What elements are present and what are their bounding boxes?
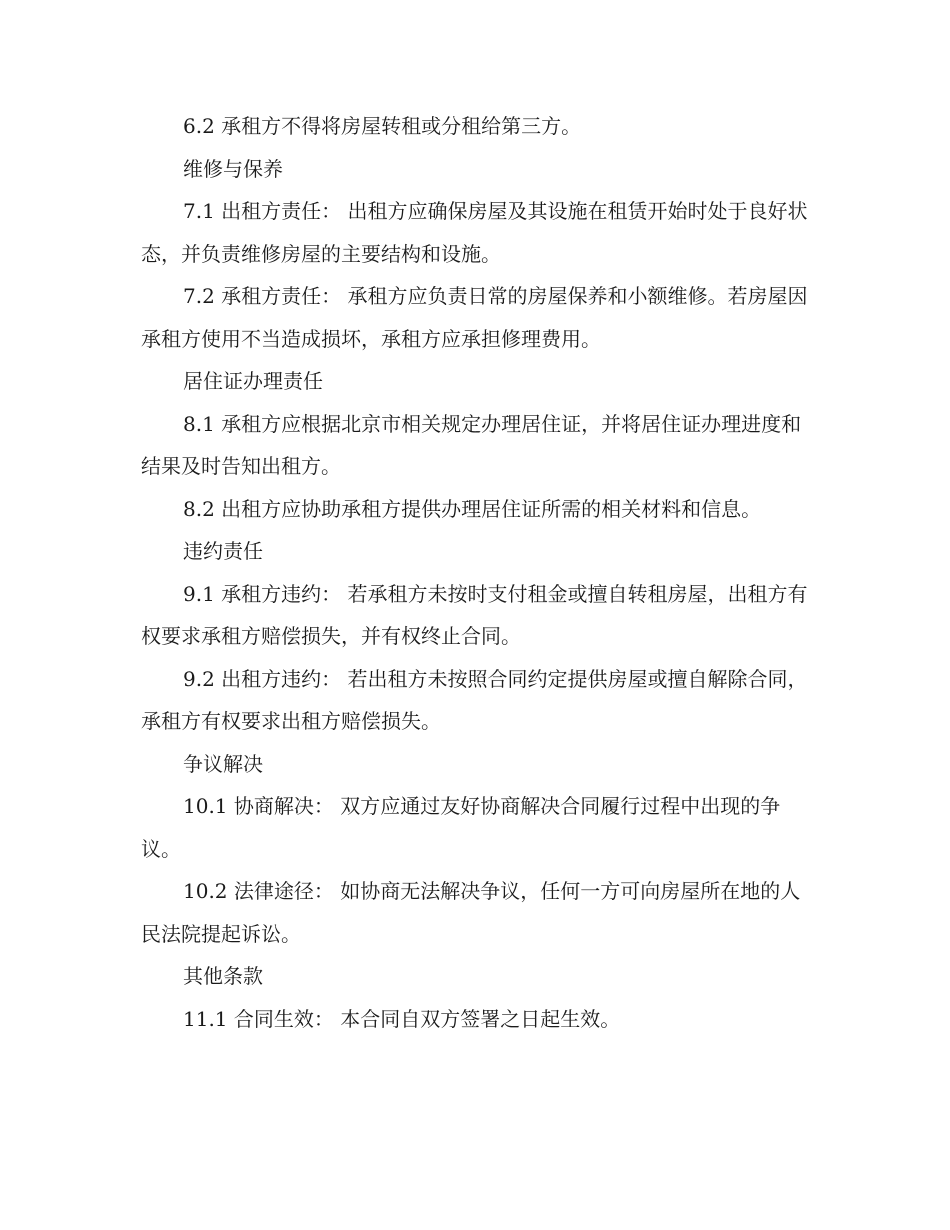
clause-11-1: 11.1 合同生效： 本合同自双方签署之日起生效。 — [183, 1006, 621, 1031]
clause-9-1: 9.1 承租方违约： 若承租方未按时支付租金或擅自转租房屋，出租方有权要求承租方赔偿损失，并有权终止合同。 — [141, 581, 808, 648]
section-heading-dispute: 争议解决 — [183, 751, 263, 776]
section-heading-residence-permit: 居住证办理责任 — [183, 369, 323, 393]
document-body — [141, 105, 811, 1040]
clause-10-2: 10.2 法律途径： 如协商无法解决争议，任何一方可向房屋所在地的人民法院提起诉讼。 — [141, 879, 801, 946]
clause-7-2: 7.2 承租方责任： 承租方应负责日常的房屋保养和小额维修。若房屋因承租方使用不当造成损坏，承租方应承担修理费用。 — [141, 284, 808, 351]
clause-8-2: 8.2 出租方应协助承租方提供办理居住证所需的相关材料和信息。 — [183, 496, 762, 521]
clause-9-2: 9.2 出租方违约： 若出租方未按照合同约定提供房屋或擅自解除合同，承租方有权要求出租方赔偿损失。 — [141, 666, 808, 733]
section-heading-breach: 违约责任 — [183, 539, 263, 563]
clause-6-2: 6.2 承租方不得将房屋转租或分租给第三方。 — [183, 114, 582, 138]
clause-8-1: 8.1 承租方应根据北京市相关规定办理居住证，并将居住证办理进度和结果及时告知出租方。 — [141, 411, 802, 478]
section-heading-other: 其他条款 — [183, 964, 263, 988]
section-heading-maintenance: 维修与保养 — [183, 156, 283, 181]
clause-10-1: 10.1 协商解决： 双方应通过友好协商解决合同履行过程中出现的争议。 — [141, 794, 781, 861]
clause-7-1: 7.1 出租方责任： 出租方应确保房屋及其设施在租赁开始时处于良好状态，并负责维修房屋的主要结构和设施。 — [141, 199, 808, 266]
